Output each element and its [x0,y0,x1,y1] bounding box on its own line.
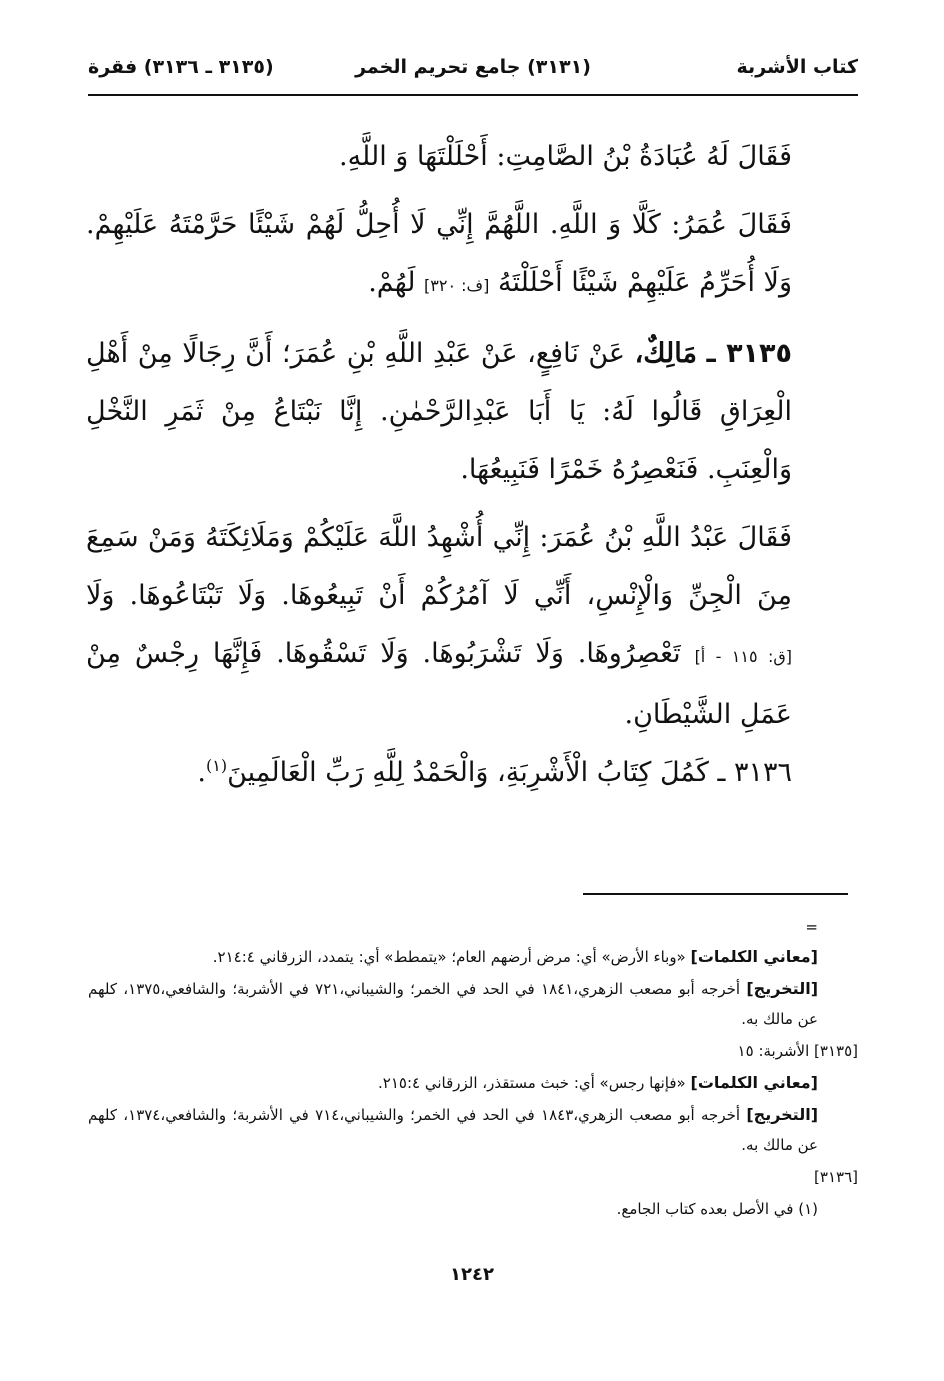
paragraph-3135 [86,325,858,499]
main-text [86,128,858,802]
footnote-note-1 [88,1194,818,1224]
header-chapter-title: (٣١٣١) جامع تحريم الخمر [355,56,591,78]
footnote-label: [معاني الكلمات] [690,947,818,966]
narrator-name: مَالِكٌ، [634,338,697,369]
footnote-block-3135 [88,1068,858,1160]
folio-marker: [ف: ٣٢٠] [424,276,490,295]
paragraph-3136-text: كَمُلَ كِتَابُ الْأَشْرِبَةِ، وَالْحَمْدُ لِلَّهِ رَبِّ الْعَالَمِينَ [227,757,709,788]
footnote-text: أخرجه أبو مصعب الزهري،١٨٤٣ في الحد في الخمر؛ والشيباني،٧١٤ في الأشربة؛ والشافعي،١٣٧٤، كلهم عن مالك به. [88,1106,818,1154]
footnote-label: [معاني الكلمات] [690,1073,818,1092]
paragraph-1-text: فَقَالَ لَهُ عُبَادَةُ بْنُ الصَّامِتِ: أَحْلَلْتَهَا وَ اللَّهِ. [338,141,792,172]
footnote-divider [583,893,848,895]
paragraph-2-text-a: فَقَالَ عُمَرُ: كَلَّا وَ اللَّهِ. اللَّهُمَّ إِنِّي لَا أُحِلُّ لَهُمْ شَيْئًا حَرَّمْتَهُ عَلَيْهِمْ. وَلَا أُحَرِّمُ عَلَيْهِمْ شَيْئًا أَحْلَلْتَهُ [86,209,792,298]
folio-marker: [ق: ١١٥ - أ] [694,647,792,666]
footnote-label: [التخريج] [746,1105,819,1124]
paragraph-4 [86,509,858,744]
continuation-mark: = [805,918,818,936]
footnote-text: (١) في الأصل بعده كتاب الجامع. [616,1200,818,1218]
footnote-3136-heading [88,1162,858,1192]
footnote-block-note [88,1194,858,1224]
footnote-word-meanings [88,1068,818,1098]
paragraph-3135-text: عَنْ نَافِعٍ، عَنْ عَبْدِ اللَّهِ بْنِ عُمَرَ؛ أَنَّ رِجَالًا مِنْ أَهْلِ الْعِرَاقِ قَالُوا لَهُ: يَا أَبَا عَبْدِالرَّحْمٰنِ. إِنَّا نَبْتَاعُ مِنْ ثَمَرِ النَّخْلِ وَالْعِنَبِ. فَنَعْصِرُهُ خَمْرًا فَنَبِيعُهَا. [86,338,792,485]
header-paragraph-range: (٣١٣٥ ـ ٣١٣٦) فقرة [88,56,274,78]
paragraph-2 [86,196,858,315]
footnote-text: «فإنها رجس» أي: خبث مستقذر، الزرقاني ٢١٥:٤. [378,1074,686,1092]
footnote-text: أخرجه أبو مصعب الزهري،١٨٤١ في الحد في الخمر؛ والشيباني،٧٢١ في الأشربة؛ والشافعي،١٣٧٥، كلهم عن مالك به. [88,980,818,1028]
footnote-takhrij [88,974,818,1034]
footnote-block-continued [88,912,858,1034]
footnote-reference: (١) [206,756,228,775]
footnote-takhrij [88,1100,818,1160]
paragraph-2-text-b: لَهُمْ. [368,267,416,298]
paragraph-1 [86,128,858,186]
paragraph-4-text-a: فَقَالَ عَبْدُ اللَّهِ بْنُ عُمَرَ: إِنِّي أُشْهِدُ اللَّهَ عَلَيْكُمْ وَمَلَائِكَتَهُ وَمَنْ سَمِعَ مِنَ الْجِنِّ وَالْإِنْسِ، أَنِّي لَا آمُرُكُمْ أَنْ تَبِيعُوهَا. وَلَا تَبْتَاعُوهَا. وَلَا [86,522,792,611]
hadith-number: ٣١٣٥ ـ [706,338,792,369]
footnote-word-meanings [88,942,818,972]
header-book-title: كتاب الأشربة [736,56,858,78]
footnote-text: [٣١٣٦] [814,1168,858,1186]
footnote-label: [التخريج] [746,979,819,998]
footnote-text: [٣١٣٥] الأشربة: ١٥ [737,1042,858,1060]
paragraph-4-text-b: تَعْصِرُوهَا. وَلَا تَشْرَبُوهَا. وَلَا تَسْقُوهَا. فَإِنَّهَا رِجْسٌ مِنْ عَمَلِ الشَّيْطَانِ. [86,638,792,730]
paragraph-3136-end: . [197,757,207,788]
paragraph-3136 [86,744,858,802]
hadith-number: ٣١٣٦ ـ [717,757,792,788]
footnote-3135-heading [88,1036,858,1066]
footnote-text: «وباء الأرض» أي: مرض أرضهم العام؛ «يتمطط» أي: يتمدد، الزرقاني ٢١٤:٤. [212,948,686,966]
footnotes [88,912,858,1226]
running-header [88,50,858,96]
page-number: ١٢٤٢ [450,1264,494,1285]
